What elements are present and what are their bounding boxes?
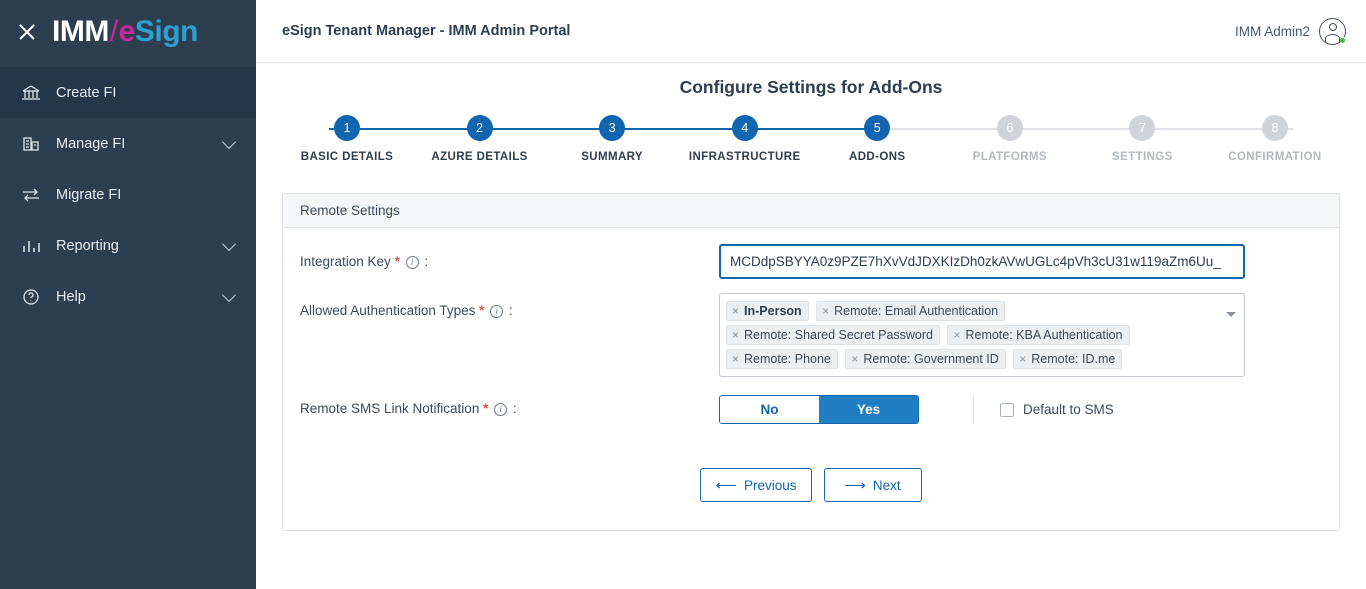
remove-tag-icon[interactable]: × bbox=[732, 328, 740, 342]
page-header-title: eSign Tenant Manager - IMM Admin Portal bbox=[282, 23, 571, 39]
sidebar-item-migrate-fi[interactable] bbox=[0, 169, 256, 220]
sms-toggle-no[interactable]: No bbox=[720, 396, 819, 423]
required-marker: * bbox=[479, 303, 485, 318]
remove-tag-icon[interactable]: × bbox=[851, 352, 859, 366]
sidebar-item-label: Reporting bbox=[56, 237, 119, 254]
remove-tag-icon[interactable]: × bbox=[953, 328, 961, 342]
bar-chart-icon bbox=[18, 237, 44, 255]
wizard-stepper bbox=[281, 115, 1341, 171]
topbar bbox=[256, 0, 1366, 63]
arrow-right-icon: ⟶ bbox=[844, 476, 866, 494]
logo-sign: Sign bbox=[134, 14, 198, 48]
previous-button-label: Previous bbox=[743, 477, 797, 493]
step-number: 6 bbox=[997, 115, 1023, 141]
tag-remote-phone bbox=[726, 349, 838, 369]
tag-label: Remote: Shared Secret Password bbox=[744, 328, 933, 342]
sidebar-item-help[interactable] bbox=[0, 271, 256, 322]
auth-types-label bbox=[283, 293, 719, 321]
user-name-label: IMM Admin2 bbox=[1234, 23, 1310, 39]
tag-remote-email bbox=[816, 301, 1005, 321]
sms-notification-label bbox=[283, 391, 719, 419]
step-number: 5 bbox=[864, 115, 890, 141]
sidebar-header bbox=[0, 0, 256, 63]
main-content bbox=[256, 0, 1366, 589]
tag-label: Remote: KBA Authentication bbox=[965, 328, 1123, 342]
sidebar-item-manage-fi[interactable] bbox=[0, 118, 256, 169]
tag-remote-shared-secret bbox=[726, 325, 940, 345]
tag-remote-id-me bbox=[1013, 349, 1122, 369]
sidebar-item-label: Help bbox=[56, 288, 86, 305]
chevron-down-icon[interactable] bbox=[222, 134, 236, 148]
chevron-down-icon[interactable] bbox=[222, 287, 236, 301]
logo-e: e bbox=[118, 14, 135, 48]
integration-key-control bbox=[719, 244, 1339, 279]
auth-types-row bbox=[283, 293, 1339, 377]
step-label: INFRASTRUCTURE bbox=[688, 151, 801, 163]
tag-label: Remote: ID.me bbox=[1031, 352, 1116, 366]
info-icon[interactable]: i bbox=[490, 305, 503, 318]
step-number: 1 bbox=[334, 115, 360, 141]
step-label: ADD-ONS bbox=[849, 151, 906, 163]
building-icon bbox=[18, 135, 44, 153]
page-title: Configure Settings for Add-Ons bbox=[679, 77, 943, 97]
auth-types-label-text: Allowed Authentication Types bbox=[300, 303, 476, 318]
remove-tag-icon[interactable]: × bbox=[732, 304, 740, 318]
panel-body bbox=[283, 228, 1339, 502]
info-icon[interactable]: i bbox=[494, 403, 507, 416]
remove-tag-icon[interactable]: × bbox=[822, 304, 830, 318]
sidebar-item-label: Manage FI bbox=[56, 135, 126, 152]
label-colon: : bbox=[512, 401, 517, 416]
required-marker: * bbox=[483, 401, 489, 416]
chevron-down-icon[interactable] bbox=[1226, 312, 1236, 317]
sidebar-item-reporting[interactable] bbox=[0, 220, 256, 271]
step-label: BASIC DETAILS bbox=[300, 151, 394, 163]
sms-notification-toggle[interactable] bbox=[719, 395, 919, 424]
step-number: 2 bbox=[467, 115, 493, 141]
label-colon: : bbox=[508, 303, 513, 318]
wizard-buttons bbox=[283, 468, 1339, 502]
remote-settings-panel bbox=[282, 193, 1340, 531]
status-badge bbox=[1339, 37, 1346, 44]
step-label: SUMMARY bbox=[581, 151, 644, 163]
default-to-sms-checkbox-wrap[interactable] bbox=[1000, 402, 1114, 417]
bank-icon bbox=[18, 84, 44, 102]
integration-key-label bbox=[283, 244, 719, 272]
default-to-sms-label: Default to SMS bbox=[1023, 402, 1114, 417]
tag-remote-government-id bbox=[845, 349, 1005, 369]
tag-label: Remote: Email Authentication bbox=[834, 304, 999, 318]
step-label: CONFIRMATION bbox=[1228, 151, 1322, 163]
integration-key-row bbox=[283, 244, 1339, 279]
user-menu[interactable] bbox=[1235, 18, 1346, 45]
previous-button[interactable] bbox=[700, 468, 811, 502]
remove-tag-icon[interactable]: × bbox=[1019, 352, 1027, 366]
remove-tag-icon[interactable]: × bbox=[732, 352, 740, 366]
sidebar-item-create-fi[interactable] bbox=[0, 67, 256, 118]
sidebar bbox=[0, 0, 256, 589]
panel-header: Remote Settings bbox=[283, 194, 1339, 228]
tag-label: Remote: Phone bbox=[744, 352, 831, 366]
sms-notification-row bbox=[283, 391, 1339, 424]
step-label: SETTINGS bbox=[1112, 151, 1173, 163]
step-settings[interactable] bbox=[1076, 115, 1208, 163]
next-button[interactable] bbox=[824, 468, 922, 502]
sidebar-nav bbox=[0, 67, 256, 322]
step-summary[interactable] bbox=[546, 115, 678, 163]
transfer-icon bbox=[18, 186, 44, 204]
next-button-label: Next bbox=[872, 477, 901, 493]
step-number: 3 bbox=[599, 115, 625, 141]
integration-key-label-text: Integration Key bbox=[300, 254, 391, 269]
info-icon[interactable]: i bbox=[406, 256, 419, 269]
default-to-sms-checkbox[interactable] bbox=[1000, 403, 1014, 417]
vertical-divider bbox=[973, 396, 974, 424]
tag-remote-kba bbox=[947, 325, 1129, 345]
required-marker: * bbox=[394, 254, 400, 269]
auth-types-control bbox=[719, 293, 1339, 377]
logo-imm: IMM bbox=[52, 14, 109, 48]
arrow-left-icon: ⟵ bbox=[715, 476, 737, 494]
step-azure-details[interactable] bbox=[414, 115, 546, 163]
avatar[interactable] bbox=[1319, 18, 1346, 45]
label-colon: : bbox=[424, 254, 429, 269]
step-number: 7 bbox=[1129, 115, 1155, 141]
close-icon[interactable] bbox=[16, 21, 38, 43]
question-icon bbox=[18, 288, 44, 306]
tag-label: In-Person bbox=[744, 304, 802, 318]
app-logo bbox=[52, 15, 198, 49]
step-basic-details[interactable] bbox=[281, 115, 413, 163]
sidebar-item-label: Create FI bbox=[56, 84, 117, 101]
sms-toggle-yes[interactable]: Yes bbox=[819, 396, 918, 423]
step-confirmation[interactable] bbox=[1209, 115, 1341, 163]
step-add-ons[interactable] bbox=[811, 115, 943, 163]
tag-label: Remote: Government ID bbox=[863, 352, 999, 366]
step-label: PLATFORMS bbox=[972, 151, 1047, 163]
step-infrastructure[interactable] bbox=[679, 115, 811, 163]
step-label: AZURE DETAILS bbox=[431, 151, 528, 163]
sms-notification-control bbox=[719, 391, 1339, 424]
step-number: 4 bbox=[732, 115, 758, 141]
integration-key-input[interactable] bbox=[719, 244, 1245, 279]
sidebar-item-label: Migrate FI bbox=[56, 186, 122, 203]
auth-types-multiselect[interactable] bbox=[719, 293, 1245, 377]
chevron-down-icon[interactable] bbox=[222, 236, 236, 250]
step-platforms[interactable] bbox=[944, 115, 1076, 163]
tag-in-person bbox=[726, 301, 809, 321]
step-number: 8 bbox=[1262, 115, 1288, 141]
logo-slash: / bbox=[109, 14, 118, 48]
sms-notification-label-text: Remote SMS Link Notification bbox=[300, 401, 480, 416]
